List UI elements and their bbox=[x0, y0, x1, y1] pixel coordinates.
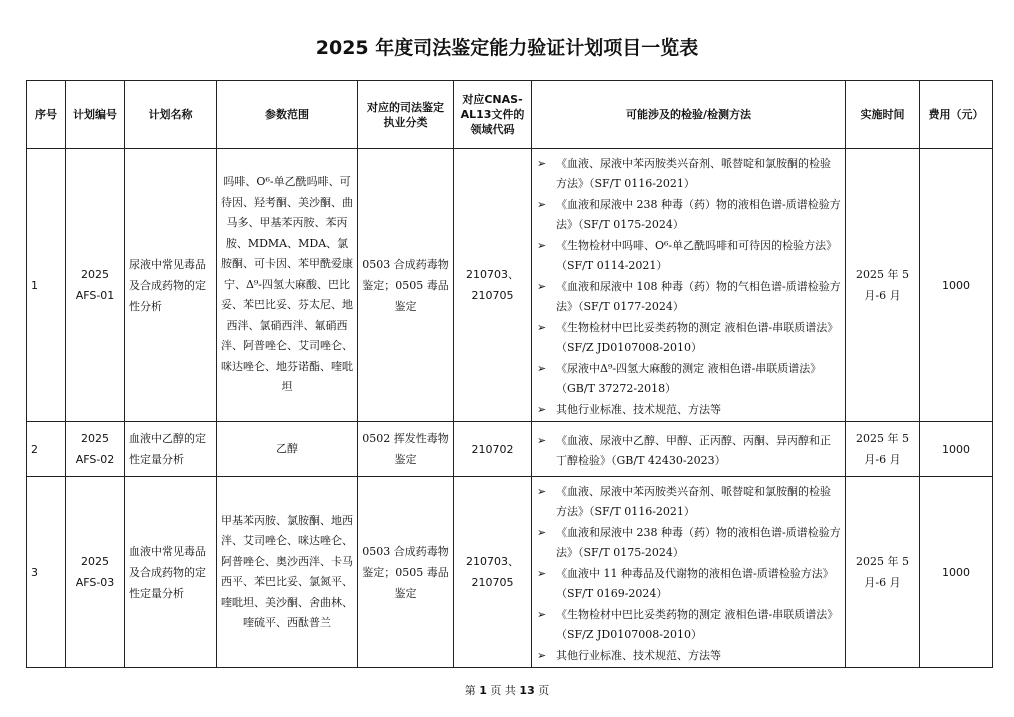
arrow-bullet-icon: ➢ bbox=[537, 566, 547, 580]
row-params: 乙醇 bbox=[217, 422, 358, 477]
arrow-bullet-icon: ➢ bbox=[537, 607, 547, 621]
arrow-bullet-icon: ➢ bbox=[537, 433, 547, 447]
footer-total-pages: 13 bbox=[519, 684, 535, 697]
header-code: 计划编号 bbox=[66, 81, 125, 149]
method-item: ➢ 《生物检材中吗啡、O⁶-单乙酰吗啡和可待因的检验方法》（SF/T 0114-2021） bbox=[536, 236, 841, 277]
header-domain: 对应CNAS-AL13文件的领域代码 bbox=[454, 81, 532, 149]
row-time: 2025 年 5 月-6 月 bbox=[846, 422, 920, 477]
method-item: ➢ 《血液、尿液中乙醇、甲醇、正丙醇、丙酮、异丙醇和正丁醇检验》（GB/T 42430-2023） bbox=[536, 431, 841, 472]
row-methods bbox=[532, 149, 846, 422]
row-fee: 1000 bbox=[920, 477, 993, 668]
row-methods bbox=[532, 477, 846, 668]
method-item: ➢ 其他行业标准、技术规范、方法等 bbox=[536, 400, 841, 421]
header-seq: 序号 bbox=[27, 81, 66, 149]
method-item: ➢ 《血液、尿液中苯丙胺类兴奋剂、哌替啶和氯胺酮的检验方法》（SF/T 0116-2021） bbox=[536, 482, 841, 523]
row-category: 0503 合成药毒物鉴定；0505 毒品鉴定 bbox=[358, 477, 454, 668]
arrow-bullet-icon: ➢ bbox=[537, 484, 547, 498]
arrow-bullet-icon: ➢ bbox=[537, 648, 547, 662]
header-params: 参数范围 bbox=[217, 81, 358, 149]
row-name: 尿液中常见毒品及合成药物的定性分析 bbox=[125, 149, 217, 422]
arrow-bullet-icon: ➢ bbox=[537, 402, 547, 416]
header-name: 计划名称 bbox=[125, 81, 217, 149]
method-item: ➢ 《生物检材中巴比妥类药物的测定 液相色谱-串联质谱法》（SF/Z JD0107008-2010） bbox=[536, 318, 841, 359]
header-row bbox=[27, 81, 993, 149]
footer-prefix: 第 bbox=[464, 684, 476, 697]
row-seq: 2 bbox=[27, 422, 66, 477]
method-item: ➢ 《尿液中Δ⁹-四氢大麻酸的测定 液相色谱-串联质谱法》（GB/T 37272-2018） bbox=[536, 359, 841, 400]
row-time: 2025 年 5 月-6 月 bbox=[846, 477, 920, 668]
header-fee: 费用（元） bbox=[920, 81, 993, 149]
arrow-bullet-icon: ➢ bbox=[537, 361, 547, 375]
method-item: ➢ 《血液和尿液中 238 种毒（药）物的液相色谱-质谱检验方法》（SF/T 0175-2024） bbox=[536, 523, 841, 564]
footer-suffix: 页 bbox=[538, 684, 550, 697]
page-title: 2025 年度司法鉴定能力验证计划项目一览表 bbox=[315, 37, 699, 59]
row-domain: 210703、210705 bbox=[454, 149, 532, 422]
row-fee: 1000 bbox=[920, 149, 993, 422]
row-params: 吗啡、O⁶-单乙酰吗啡、可待因、羟考酮、美沙酮、曲马多、甲基苯丙胺、苯丙胺、MDMA、MDA、氯胺酮、可卡因、苯甲酰爱康宁、Δ⁹-四氢大麻酸、巴比妥、苯巴比妥、芬太尼、地西泮、氯硝西泮、氟硝西泮、阿普唑仑、艾司唑仑、咪达唑仑、地芬诺酯、喹吡坦 bbox=[217, 149, 358, 422]
page-footer bbox=[0, 682, 1014, 698]
arrow-bullet-icon: ➢ bbox=[537, 279, 547, 293]
row-name: 血液中常见毒品及合成药物的定性定量分析 bbox=[125, 477, 217, 668]
row-code: 2025 AFS-01 bbox=[66, 149, 125, 422]
arrow-bullet-icon: ➢ bbox=[537, 156, 547, 170]
row-seq: 3 bbox=[27, 477, 66, 668]
row-category: 0503 合成药毒物鉴定；0505 毒品鉴定 bbox=[358, 149, 454, 422]
arrow-bullet-icon: ➢ bbox=[537, 197, 547, 211]
row-code: 2025 AFS-03 bbox=[66, 477, 125, 668]
row-fee: 1000 bbox=[920, 422, 993, 477]
header-category: 对应的司法鉴定执业分类 bbox=[358, 81, 454, 149]
method-item: ➢ 《生物检材中巴比妥类药物的测定 液相色谱-串联质谱法》（SF/Z JD0107008-2010） bbox=[536, 605, 841, 646]
arrow-bullet-icon: ➢ bbox=[537, 238, 547, 252]
method-item: ➢ 《血液中 11 种毒品及代谢物的液相色谱-质谱检验方法》（SF/T 0169-2024） bbox=[536, 564, 841, 605]
table-row bbox=[27, 149, 993, 422]
arrow-bullet-icon: ➢ bbox=[537, 320, 547, 334]
plan-table bbox=[26, 80, 993, 668]
header-time: 实施时间 bbox=[846, 81, 920, 149]
method-item: ➢ 《血液和尿液中 238 种毒（药）物的液相色谱-质谱检验方法》（SF/T 0175-2024） bbox=[536, 195, 841, 236]
row-code: 2025 AFS-02 bbox=[66, 422, 125, 477]
row-seq: 1 bbox=[27, 149, 66, 422]
footer-middle: 页 共 bbox=[490, 684, 516, 697]
table-row bbox=[27, 477, 993, 668]
footer-page-number: 1 bbox=[479, 684, 487, 697]
row-domain: 210702 bbox=[454, 422, 532, 477]
row-category: 0502 挥发性毒物鉴定 bbox=[358, 422, 454, 477]
method-item: ➢ 《血液、尿液中苯丙胺类兴奋剂、哌替啶和氯胺酮的检验方法》（SF/T 0116-2021） bbox=[536, 154, 841, 195]
row-name: 血液中乙醇的定性定量分析 bbox=[125, 422, 217, 477]
row-methods bbox=[532, 422, 846, 477]
method-item: ➢ 其他行业标准、技术规范、方法等 bbox=[536, 646, 841, 667]
arrow-bullet-icon: ➢ bbox=[537, 525, 547, 539]
row-time: 2025 年 5 月-6 月 bbox=[846, 149, 920, 422]
row-params: 甲基苯丙胺、氯胺酮、地西泮、艾司唑仑、咪达唑仑、阿普唑仑、奥沙西泮、卡马西平、苯巴比妥、氯氮平、喹吡坦、美沙酮、舍曲林、喹硫平、西酞普兰 bbox=[217, 477, 358, 668]
header-methods: 可能涉及的检验/检测方法 bbox=[532, 81, 846, 149]
table-row bbox=[27, 422, 993, 477]
method-item: ➢ 《血液和尿液中 108 种毒（药）物的气相色谱-质谱检验方法》（SF/T 0177-2024） bbox=[536, 277, 841, 318]
row-domain: 210703、210705 bbox=[454, 477, 532, 668]
